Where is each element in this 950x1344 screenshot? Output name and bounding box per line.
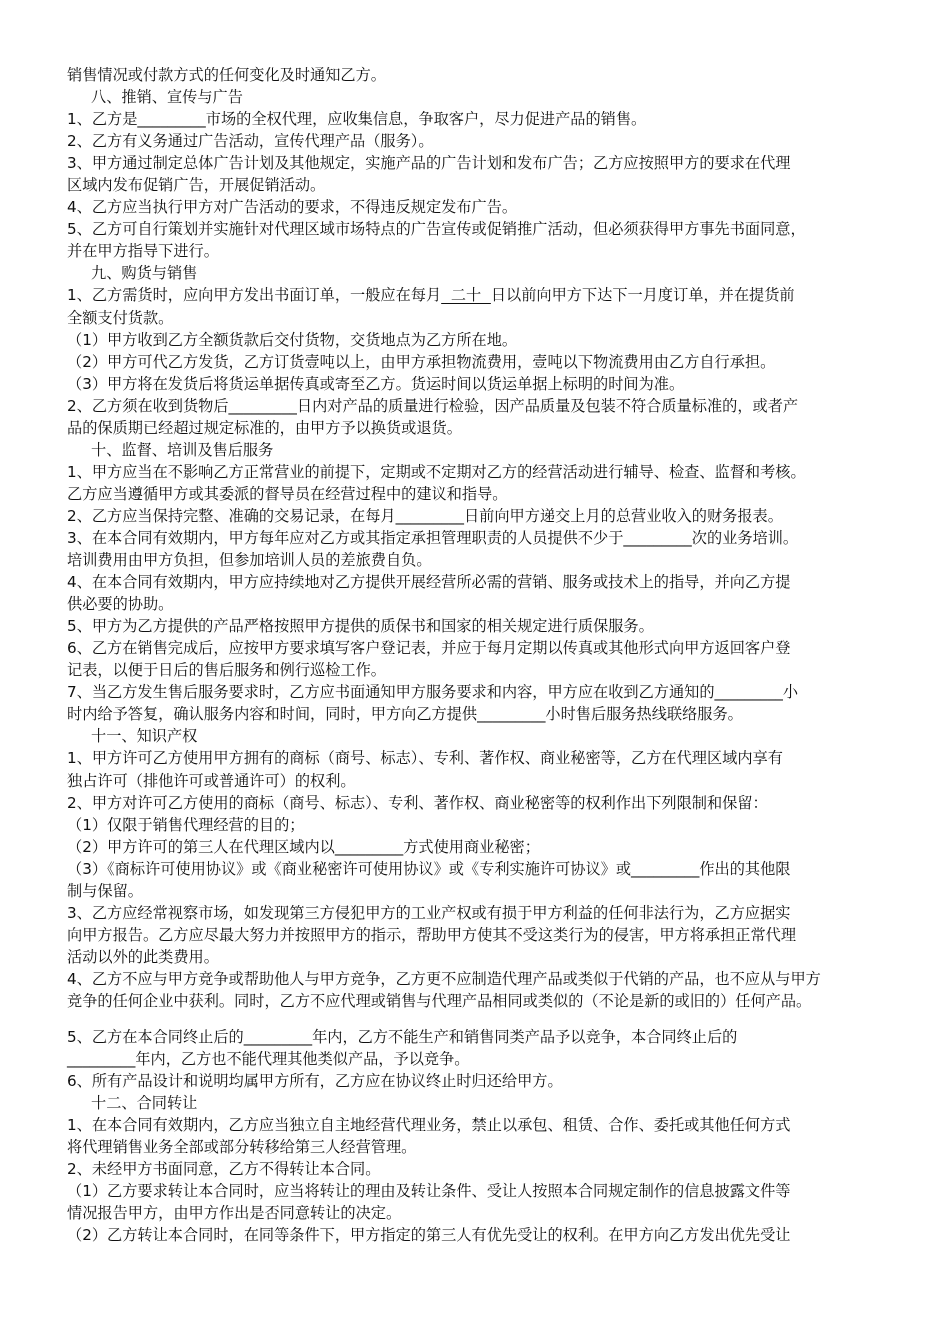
line-text: 品的保质期已经超过规定标准的，由甲方予以换货或退货。 [67,418,462,437]
paragraph-gap [67,1012,887,1026]
line-text: 2、未经甲方书面同意，乙方不得转让本合同。 [67,1160,381,1179]
text-line [67,130,887,152]
text-line [67,924,887,946]
text-line [67,902,887,924]
text-line [67,1202,887,1224]
text-line [67,218,887,240]
text-line [67,108,887,130]
text-line [67,240,887,262]
text-line [67,1180,887,1202]
text-line [67,284,887,306]
text-line [67,64,887,86]
line-text: （1）仅限于销售代理经营的目的； [67,815,305,834]
line-text: 5、乙方在本合同终止后的_________年内，乙方不能生产和销售同类产品予以竞争，本合同终止后的 [67,1028,738,1047]
line-text: 5、甲方为乙方提供的产品严格按照甲方提供的质保书和国家的相关规定进行质保服务。 [67,617,654,636]
line-text: （2）甲方可代乙方发货，乙方订货壹吨以上，由甲方承担物流费用，壹吨以下物流费用由乙方自行承担。 [67,352,776,371]
text-line [67,681,887,703]
line-text: 6、乙方在销售完成后，应按甲方要求填写客户登记表，并应于每月定期以传真或其他形式向甲方返回客户登 [67,639,791,658]
line-text: 7、当乙方发生售后服务要求时，乙方应书面通知甲方服务要求和内容，甲方应在收到乙方通知的_________小 [67,683,799,702]
text-line [67,792,887,814]
section-heading [67,86,887,108]
text-line [67,615,887,637]
line-text: （3）《商标许可使用协议》或《商业秘密许可使用协议》或《专利实施许可协议》或_________作出的其他限 [67,859,791,878]
line-text: 供必要的协助。 [67,595,174,614]
line-text: （2）乙方转让本合同时，在同等条件下，甲方指定的第三人有优先受让的权利。在甲方向乙方发出优先受让 [67,1226,791,1245]
line-text: （1）乙方要求转让本合同时，应当将转让的理由及转让条件、受让人按照本合同规定制作的信息披露文件等 [67,1182,791,1201]
line-text: _________年内，乙方也不能代理其他类似产品，予以竞争。 [67,1050,470,1069]
line-text: （3）甲方将在发货后将货运单据传真或寄至乙方。货运时间以货运单据上标明的时间为准。 [67,374,685,393]
line-text: （2）甲方许可的第三人在代理区域内以_________方式使用商业秘密； [67,837,540,856]
line-text: 将代理销售业务全部或部分转移给第三人经营管理。 [67,1138,417,1157]
line-text: 2、乙方有义务通过广告活动，宣传代理产品（服务）。 [67,132,434,151]
text-line [67,373,887,395]
line-text: 日以前向甲方下达下一月度订单，并在提货前 [490,286,795,305]
line-text: 记表，以便于日后的售后服务和例行巡检工作。 [67,661,386,680]
text-line [67,703,887,725]
text-line [67,659,887,681]
text-line [67,968,887,990]
section-heading [67,1092,887,1114]
text-line [67,814,887,836]
text-line [67,329,887,351]
line-text: 全额支付货款。 [67,308,174,327]
line-text: 时内给予答复，确认服务内容和时间，同时，甲方向乙方提供_________小时售后服务热线联络服务。 [67,705,743,724]
line-text: 4、乙方应当执行甲方对广告活动的要求，不得违反规定发布广告。 [67,198,518,217]
line-text: 6、所有产品设计和说明均属甲方所有，乙方应在协议终止时归还给甲方。 [67,1072,563,1091]
line-text: 1、乙方是_________市场的全权代理，应收集信息，争取客户，尽力促进产品的销售。 [67,110,647,129]
text-line [67,1070,887,1092]
line-text: 3、甲方通过制定总体广告计划及其他规定，实施产品的广告计划和发布广告；乙方应按照甲方的要求在代理 [67,154,791,173]
text-line [67,527,887,549]
text-line [67,351,887,373]
line-text: 2、乙方应当保持完整、准确的交易记录，在每月_________日前向甲方递交上月的总营业收入的财务报表。 [67,506,783,525]
line-text: 十一、知识产权 [91,727,198,746]
text-line [67,417,887,439]
text-line [67,990,887,1012]
line-text: 2、乙方须在收到货物后_________日内对产品的质量进行检验，因产品质量及包装不符合质量标准的，或者产 [67,396,799,415]
section-heading [67,725,887,747]
text-line [67,880,887,902]
text-line [67,858,887,880]
text-line [67,1114,887,1136]
section-heading [67,262,887,284]
text-line [67,505,887,527]
contract-text [67,64,887,1246]
line-text: 1、乙方需货时，应向甲方发出书面订单，一般应在每月 [67,286,442,305]
line-text: 竞争的任何企业中获利。同时，乙方不应代理或销售与代理产品相同或类似的（不论是新的或旧的）任何产品。 [67,991,812,1010]
text-line [67,549,887,571]
line-text: 独占许可（排他许可或普通许可）的权利。 [67,771,356,790]
text-line [67,836,887,858]
line-text: 3、乙方应经常视察市场，如发现第三方侵犯甲方的工业产权或有损于甲方利益的任何非法行为，乙方应据实 [67,903,791,922]
text-line [67,196,887,218]
underlined-value: 二十 [441,286,491,305]
line-text: 销售情况或付款方式的任何变化及时通知乙方。 [67,66,386,84]
text-line [67,483,887,505]
line-text: 十二、合同转让 [91,1094,198,1113]
text-line [67,637,887,659]
line-text: 向甲方报告。乙方应尽最大努力并按照甲方的指示，帮助甲方使其不受这类行为的侵害，甲方将承担正常代理 [67,925,796,944]
line-text: 2、甲方对许可乙方使用的商标（商号、标志）、专利、著作权、商业秘密等的权利作出下列限制和保留： [67,793,768,812]
text-line [67,770,887,792]
line-text: 并在甲方指导下进行。 [67,242,219,261]
line-text: 十、监督、培训及售后服务 [91,440,274,459]
line-text: 5、乙方可自行策划并实施针对代理区域市场特点的广告宣传或促销推广活动，但必须获得甲方事先书面同意， [67,220,806,239]
text-line [67,307,887,329]
text-line [67,1158,887,1180]
text-line [67,461,887,483]
line-text: 培训费用由甲方负担，但参加培训人员的差旅费自负。 [67,551,432,570]
text-line [67,1224,887,1246]
text-line [67,1048,887,1070]
text-line [67,946,887,968]
line-text: 4、乙方不应与甲方竞争或帮助他人与甲方竞争，乙方更不应制造代理产品或类似于代销的产品，也不应从与甲方 [67,969,821,988]
text-line [67,1026,887,1048]
line-text: 4、在本合同有效期内，甲方应持续地对乙方提供开展经营所必需的营销、服务或技术上的指导，并向乙方提 [67,573,791,592]
text-line [67,395,887,417]
section-heading [67,439,887,461]
line-text: 活动以外的此类费用。 [67,947,219,966]
line-text: 乙方应当遵循甲方或其委派的督导员在经营过程中的建议和指导。 [67,484,508,503]
text-line [67,571,887,593]
text-line [67,174,887,196]
text-line [67,152,887,174]
line-text: 3、在本合同有效期内，甲方每年应对乙方或其指定承担管理职责的人员提供不少于_________次的业务培训。 [67,528,799,547]
text-line [67,1136,887,1158]
text-line [67,593,887,615]
line-text: 情况报告甲方，由甲方作出是否同意转让的决定。 [67,1204,402,1223]
line-text: 1、在本合同有效期内，乙方应当独立自主地经营代理业务，禁止以承包、租赁、合作、委托或其他任何方式 [67,1116,791,1135]
line-text: （1）甲方收到乙方全额货款后交付货物，交货地点为乙方所在地。 [67,330,518,349]
text-line [67,747,887,769]
line-text: 制与保留。 [67,881,143,900]
line-text: 1、甲方许可乙方使用甲方拥有的商标（商号、标志）、专利、著作权、商业秘密等，乙方在代理区域内享有 [67,749,783,768]
line-text: 八、推销、宣传与广告 [91,88,243,107]
line-text: 区域内发布促销广告，开展促销活动。 [67,176,326,195]
line-text: 1、甲方应当在不影响乙方正常营业的前提下，定期或不定期对乙方的经营活动进行辅导、检查、监督和考核。 [67,462,806,481]
line-text: 九、购货与销售 [91,264,198,283]
